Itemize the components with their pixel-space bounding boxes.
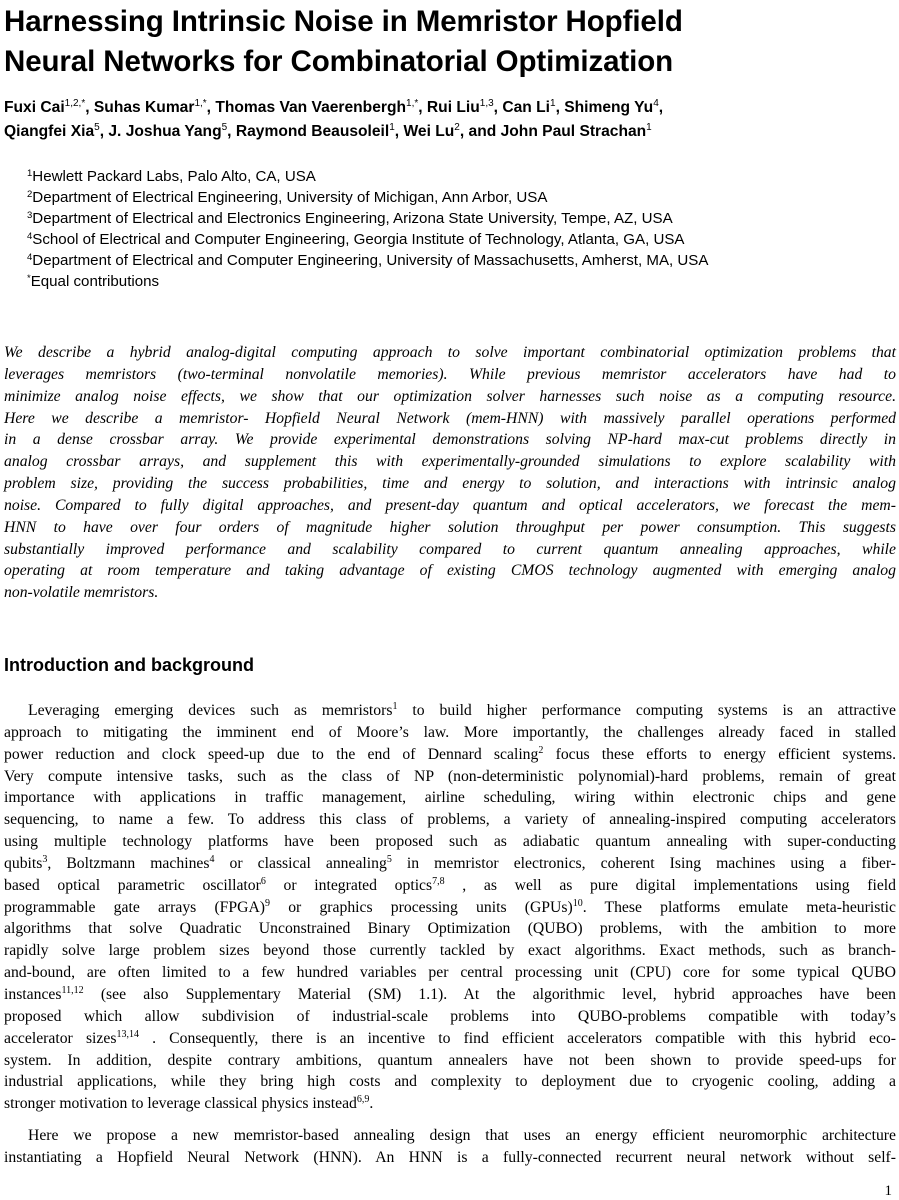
text-run: qubits <box>4 854 43 872</box>
text-line <box>4 897 896 919</box>
author-separator: , <box>99 123 109 140</box>
text-run: based optical parametric oscillator <box>4 876 261 894</box>
abstract <box>4 342 896 604</box>
text-run: approach to mitigating the imminent end of Moore’s law. More importantly, the challenges already faced in stalled <box>4 723 896 741</box>
abstract-line: Here we describe a memristor- Hopfield Neural Network (mem-HNN) with massively parallel operations performed <box>4 409 896 427</box>
affiliation-marker: 1 <box>27 168 33 179</box>
text-run: algorithms that solve Quadratic Unconstrained Binary Optimization (QUBO) problems, with the ambition to more <box>4 920 896 938</box>
affiliation-marker: 4 <box>27 231 33 242</box>
author-affiliation-marker: 1 <box>646 122 652 133</box>
affiliation-text: Department of Electrical and Computer Engineering, University of Massachusetts, Amherst, MA, USA <box>32 252 709 269</box>
author-separator: , <box>227 123 236 140</box>
text-run: and-bound, are often limited to a few hundred variables per central processing unit (CPU) core for some typical QUBO <box>4 964 896 982</box>
author-name: John Paul Strachan <box>500 123 647 140</box>
text-line <box>4 984 896 1006</box>
author-name: Raymond Beausoleil <box>235 123 390 140</box>
author-separator: , <box>394 123 404 140</box>
author-separator: , <box>85 99 94 116</box>
page-number: 1 <box>884 1183 892 1199</box>
text-run: programmable gate arrays (FPGA) <box>4 898 266 916</box>
abstract-line: substantially improved performance and scalability compared to current quantum annealing approaches, while <box>4 540 896 558</box>
abstract-line: problem size, providing the success probabilities, time and energy to solution, and interactions with intrinsic analog <box>4 475 896 493</box>
text-run: power reduction and clock speed-up due to the end of Dennard scaling <box>4 745 539 763</box>
author-affiliation-marker: 1,3 <box>479 98 494 109</box>
author-affiliation-marker: 1,* <box>406 98 419 109</box>
author-separator: , <box>493 99 503 116</box>
author-affiliation-marker: 1 <box>389 122 395 133</box>
citation-ref: 11,12 <box>61 984 84 996</box>
author-affiliation-marker: 5 <box>94 122 100 133</box>
title-line-2: Neural Networks for Combinatorial Optimization <box>4 45 674 78</box>
author-separator: , <box>555 99 565 116</box>
text-run: in memristor electronics, coherent Ising machines using a fiber- <box>391 854 896 872</box>
abstract-line: in a dense crossbar array. We provide experimental demonstrations solving NP-hard max-cut problems directly in <box>4 431 896 449</box>
affiliation-item <box>27 166 887 187</box>
author-name: Wei Lu <box>403 123 455 140</box>
author-name: Suhas Kumar <box>93 99 195 116</box>
text-line <box>4 1147 896 1169</box>
abstract-line: minimize analog noise effects, we show that our optimization solver harnesses such noise as a computing resource. <box>4 387 896 405</box>
text-line <box>4 787 896 809</box>
abstract-line: noise. Compared to fully digital approaches, and present-day quantum and optical accelerators, we forecast the mem- <box>4 496 896 514</box>
affiliation-item <box>27 229 887 250</box>
text-line <box>4 962 896 984</box>
author-list <box>4 96 894 144</box>
affiliation-text: Department of Electrical Engineering, University of Michigan, Ann Arbor, USA <box>32 189 548 206</box>
abstract-line: operating at room temperature and taking advantage of existing CMOS technology augmented with emerging analog <box>4 562 896 580</box>
author-name: Thomas Van Vaerenbergh <box>215 99 407 116</box>
text-run: Leveraging emerging devices such as memristors <box>28 702 393 719</box>
text-line <box>4 831 896 853</box>
affiliation-item <box>27 250 887 271</box>
citation-ref: 9 <box>265 897 271 909</box>
text-run: . Consequently, there is an incentive to find efficient accelerators compatible with this hybrid eco- <box>138 1029 896 1047</box>
author-name: Can Li <box>502 99 550 116</box>
affiliation-text: School of Electrical and Computer Engineering, Georgia Institute of Technology, Atlanta, GA, USA <box>32 231 685 248</box>
text-run: industrial applications, while they bring high costs and complexity to deployment due to cryogenic cooling, adding a <box>4 1073 896 1091</box>
text-run: , Boltzmann machines <box>47 854 210 872</box>
intro-paragraph <box>4 700 896 1115</box>
text-run: system. In addition, despite contrary ambitions, quantum annealers have not been shown to provide speed-ups for <box>4 1051 896 1069</box>
title-line-1: Harnessing Intrinsic Noise in Memristor Hopfield <box>4 5 683 38</box>
citation-ref: 6,9 <box>356 1094 370 1106</box>
text-run: . These platforms emulate meta-heuristic <box>582 898 896 916</box>
affiliation-text: Department of Electrical and Electronics Engineering, Arizona State University, Tempe, AZ, USA <box>32 210 673 227</box>
text-run: to build higher performance computing systems is an attractive <box>397 702 896 719</box>
text-line <box>4 1006 896 1028</box>
text-run: or classical annealing <box>214 854 387 872</box>
text-line <box>4 918 896 940</box>
affiliation-item <box>27 271 887 292</box>
citation-ref: 7,8 <box>432 875 445 887</box>
text-run: instantiating a Hopfield Neural Network (HNN). An HNN is a fully-connected recurrent neural network without self- <box>4 1148 896 1166</box>
text-run: sequencing, to name a few. To address this class of problems, a variety of annealing-inspired computing accelerators <box>4 811 896 829</box>
citation-ref: 1 <box>392 701 398 712</box>
introduction-body <box>4 700 896 1169</box>
author-name: J. Joshua Yang <box>108 123 222 140</box>
author-separator: , <box>206 99 216 116</box>
abstract-line: analog crossbar arrays, and supplement this with experimentally-grounded simulations to explore scalability with <box>4 453 896 471</box>
text-line <box>4 875 896 897</box>
paper-title <box>4 2 894 82</box>
text-run: using multiple technology platforms have been proposed such as adiabatic quantum annealing with super-conducting <box>4 833 896 851</box>
author-affiliation-marker: 1,2,* <box>64 98 86 109</box>
text-run: or graphics processing units (GPUs) <box>270 898 573 916</box>
author-separator: , <box>658 99 664 116</box>
abstract-line: non-volatile memristors. <box>4 584 159 602</box>
text-line <box>4 1093 896 1115</box>
affiliation-item <box>27 187 887 208</box>
affiliation-marker: * <box>27 273 31 284</box>
text-run: stronger motivation to leverage classical physics instead <box>4 1095 357 1113</box>
text-run: , as well as pure digital implementations using field <box>444 876 896 894</box>
citation-ref: 4 <box>209 853 215 865</box>
affiliation-item <box>27 208 887 229</box>
text-run: proposed which allow subdivision of industrial-scale problems into QUBO-problems compatible with today’s <box>4 1007 896 1025</box>
text-line <box>4 809 896 831</box>
text-line <box>4 1028 896 1050</box>
abstract-line: We describe a hybrid analog-digital computing approach to solve important combinatorial optimization problems that <box>4 344 896 361</box>
text-run: or integrated optics <box>265 876 433 894</box>
intro-paragraph <box>4 1125 896 1169</box>
text-run: accelerator sizes <box>4 1029 117 1047</box>
text-run: Here we propose a new memristor-based annealing design that uses an energy efficient neuromorphic architecture <box>28 1127 896 1145</box>
author-affiliation-marker: 5 <box>221 122 228 133</box>
author-separator: , <box>418 99 427 116</box>
text-run: rapidly solve large problem sizes beyond those currently tackled by exact algorithms. Exact methods, such as branch- <box>4 942 896 960</box>
text-run: importance with applications in traffic management, airline scheduling, wiring within electronic chips and gene <box>4 789 896 807</box>
abstract-line: HNN to have over four orders of magnitude higher solution throughput per power consumption. This suggests <box>4 518 896 536</box>
affiliation-list <box>27 166 887 292</box>
author-name: Rui Liu <box>426 99 480 116</box>
author-affiliation-marker: 1,* <box>194 98 207 109</box>
author-name: Fuxi Cai <box>4 99 65 116</box>
citation-ref: 2 <box>538 744 544 756</box>
citation-ref: 5 <box>386 853 392 865</box>
affiliation-text: Hewlett Packard Labs, Palo Alto, CA, USA <box>32 168 316 185</box>
text-line <box>4 722 896 744</box>
author-name: Qiangfei Xia <box>4 123 95 140</box>
section-heading: Introduction and background <box>4 655 254 675</box>
text-line <box>4 1050 896 1072</box>
text-line <box>4 853 896 875</box>
author-name: Shimeng Yu <box>564 99 654 116</box>
abstract-line: leverages memristors (two-terminal nonvolatile memories). While previous memristor accelerators have had to <box>4 365 896 383</box>
text-run: instances <box>4 985 62 1003</box>
author-line <box>4 96 894 120</box>
affiliation-marker: 3 <box>27 210 33 221</box>
affiliation-text: Equal contributions <box>30 273 160 290</box>
affiliation-marker: 4 <box>27 252 33 263</box>
text-line <box>4 1071 896 1093</box>
citation-ref: 13,14 <box>116 1028 139 1040</box>
author-affiliation-marker: 2 <box>454 122 460 133</box>
author-affiliation-marker: 1 <box>550 98 556 109</box>
citation-ref: 10 <box>572 897 583 909</box>
text-run: (see also Supplementary Material (SM) 1.1). At the algorithmic level, hybrid approaches have been <box>83 985 896 1003</box>
text-run: focus these efforts to energy efficient systems. <box>543 745 897 763</box>
citation-ref: 6 <box>260 875 266 887</box>
text-run: Very compute intensive tasks, such as the class of NP (non-deterministic polynomial)-hard problems, remain of great <box>4 767 896 785</box>
text-line <box>4 766 896 788</box>
text-line <box>4 744 896 766</box>
affiliation-marker: 2 <box>27 189 33 200</box>
text-line <box>4 940 896 962</box>
text-line <box>4 1125 896 1147</box>
text-line <box>4 700 896 722</box>
author-separator: , and <box>459 123 501 140</box>
author-affiliation-marker: 4 <box>653 98 659 109</box>
citation-ref: 3 <box>42 853 48 865</box>
author-line <box>4 120 894 144</box>
text-run: . <box>369 1095 374 1113</box>
